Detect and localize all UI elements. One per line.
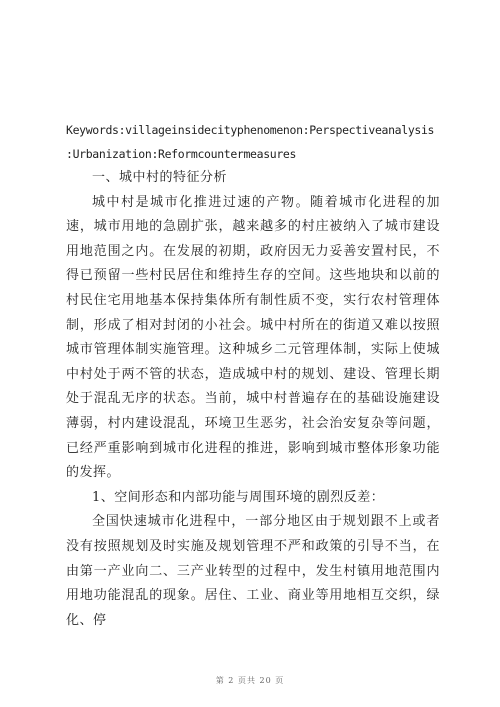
section-heading: 一、城中村的特征分析 [92, 170, 228, 185]
keywords-line-2: :Urbanization:Reformcountermeasures [66, 147, 297, 161]
paragraph-1: 城中村是城市化推进过速的产物。随着城市化进程的加速，城市用地的急剧扩张，越来越多的村庄被纳入了城市建设用地范围之内。在发展的初期，政府因无力妥善安置村民，不得已预留一些村民居住和维持生存的空间。这些地块和以前的村民住宅用地基本保持集体所有制性质不变，实行农村管理体制，形成了相对封闭的小社会。城中村所在的街道又难以按照城市管理体制实施管理。这种城乡二元管理体制，实际上使城中村处于两不管的状态，造成城中村的规划、建设、管理长期处于混乱无序的状态。当前，城中村普遍存在的基础设施建设薄弱，村内建设混乱，环境卫生恶劣，社会治安复杂等问题，已经严重影响到城市化进程的推进，影响到城市整体形象功能的发挥。 [66, 194, 440, 481]
paragraph-2: 全国快速城市化进程中，一部分地区由于规划跟不上或者没有按照规划及时实施及规划管理不严和政策的引导不当，在由第一产业向二、三产业转型的过程中，发生村镇用地范围内用地功能混乱的现象。居住、工业、商业等用地相互交织，绿化、停 [66, 514, 440, 628]
subheading: 1、空间形态和内部功能与周围环境的剧烈反差： [92, 489, 385, 505]
page-number-footer: 第 2 页共 20 页 [215, 676, 285, 685]
page-content [66, 118, 440, 633]
keywords-line-1: Keywords:villageinsidecityphenomenon:Perspectiveanalysis [66, 123, 435, 137]
